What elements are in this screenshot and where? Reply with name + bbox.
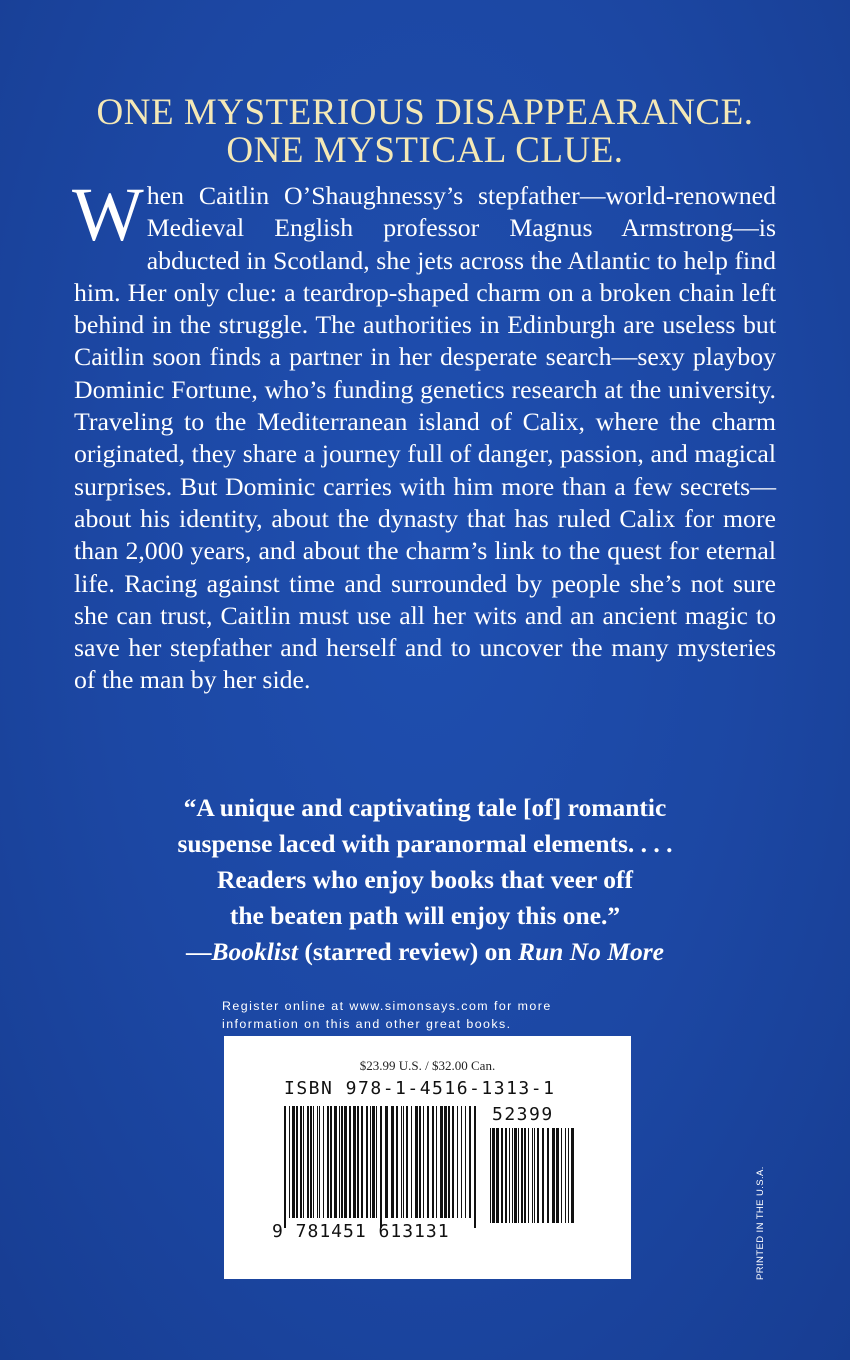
review-book-title: Run No More [517, 937, 664, 966]
barcode-panel [224, 1036, 631, 1279]
barcode-bar [532, 1128, 533, 1223]
barcode-bar [353, 1106, 356, 1218]
barcode-bar [415, 1106, 418, 1218]
barcode-bar [469, 1106, 471, 1218]
printed-in-label: PRINTED IN THE U.S.A. [755, 1166, 766, 1280]
barcode-bar [330, 1106, 332, 1218]
barcode-bar [341, 1106, 343, 1218]
barcode-bar [436, 1106, 437, 1218]
barcode-bar [303, 1106, 304, 1218]
barcode-bar [524, 1128, 526, 1223]
barcode-bar [292, 1106, 295, 1218]
barcode-bar [317, 1106, 318, 1218]
barcode-bar [403, 1106, 404, 1218]
barcode-bar [465, 1106, 466, 1218]
barcode-bar [376, 1106, 377, 1218]
barcode-bar [361, 1106, 363, 1218]
barcode-bar [357, 1106, 359, 1218]
headline-line-1: ONE MYSTERIOUS DISAPPEARANCE. [96, 92, 754, 133]
barcode-bar [492, 1128, 495, 1223]
barcode-bar [474, 1106, 476, 1228]
barcode-bar [490, 1128, 491, 1223]
barcode-bar [323, 1106, 324, 1218]
barcode-bar [501, 1128, 503, 1223]
barcode-bar [406, 1106, 408, 1218]
barcode-bar [396, 1106, 398, 1218]
barcode-bar [380, 1106, 382, 1228]
attribution-dash: — [186, 937, 212, 966]
barcode-bar [411, 1106, 412, 1218]
barcode-bar [457, 1106, 458, 1218]
barcode-bar [537, 1128, 539, 1223]
headline [0, 94, 850, 170]
review-line-3: Readers who enjoy books that veer off [217, 865, 633, 894]
barcode-bar [432, 1106, 434, 1218]
synopsis [72, 173, 776, 697]
barcode-bar [427, 1106, 429, 1218]
isbn-label: ISBN 978-1-4516-1313-1 [284, 1078, 556, 1099]
addon-barcode [490, 1128, 576, 1223]
barcode-bar [334, 1106, 337, 1218]
barcode-bar [518, 1128, 519, 1223]
barcode-bar [339, 1106, 340, 1218]
register-note [222, 997, 642, 1033]
synopsis-text: hen Caitlin O’Shaughnessy’s stepfather—world-renowned Medieval English professor Magnus Armstrong—is abducted in Scotland, she jets across the Atlantic to help find him. Her only clue: a teardrop-shaped charm on a broken chain left behind in the struggle. The authorities in Edinburgh are useless but Caitlin soon finds a partner in her desperate search—sexy playboy Dominic Fortune, who’s funding genetics research at the university. Traveling to the Mediterranean island of Calix, where the charm originated, they share a journey full of danger, passion, and magical surprises. But Dominic carries with him more than a few secrets—about his identity, about the dynasty that has ruled Calix for more than 2,000 years, and about the charm’s link to the quest for eternal life. Racing against time and surrounded by people she’s not sure she can trust, Caitlin must use all her wits and an ancient magic to save her stepfather and herself and to uncover the many mysteries of the man by her side. [74, 181, 776, 695]
barcode-bar [448, 1106, 450, 1218]
barcode-bar [370, 1106, 371, 1218]
review-line-2: suspense laced with paranormal elements. . . . [177, 829, 673, 858]
barcode-bar [307, 1106, 309, 1218]
barcode-bar [444, 1106, 447, 1218]
barcode-bar [514, 1128, 517, 1223]
ean-number: 9 781451 613131 [272, 1221, 450, 1242]
barcode-bar [319, 1106, 320, 1218]
barcode-bar [327, 1106, 329, 1218]
drop-cap: W [72, 173, 144, 257]
review-source: Booklist [211, 937, 298, 966]
review-source-note: (starred review) on [297, 937, 518, 966]
barcode-bar [534, 1128, 535, 1223]
barcode-bar [391, 1106, 394, 1218]
barcode-bar [300, 1106, 302, 1218]
register-line-1: Register online at www.simonsays.com for more [222, 999, 552, 1013]
barcode-bar [284, 1106, 286, 1228]
barcode-bar [496, 1128, 499, 1223]
barcode-bar [423, 1106, 424, 1218]
barcode-bar [568, 1128, 569, 1223]
addon-number: 52399 [492, 1104, 554, 1125]
barcode-bar [552, 1128, 555, 1223]
review-attribution [0, 934, 850, 970]
barcode-bar [349, 1106, 351, 1218]
barcode-bar [366, 1106, 368, 1218]
barcode-bar [440, 1106, 443, 1218]
barcode-bar [372, 1106, 375, 1218]
barcode-bar [401, 1106, 402, 1218]
barcode-bar [571, 1128, 574, 1223]
barcode-bar [505, 1128, 507, 1223]
barcode-bar [313, 1106, 314, 1218]
barcode-bar [385, 1106, 388, 1218]
register-line-2: information on this and other great books. [222, 1017, 512, 1031]
barcode-bar [561, 1128, 562, 1223]
barcode-bar [521, 1128, 523, 1223]
barcode-bar [289, 1106, 290, 1218]
barcode-bar [528, 1128, 529, 1223]
barcode-bar [296, 1106, 298, 1218]
barcode-bar [556, 1128, 559, 1223]
barcode-bar [547, 1128, 549, 1223]
review-quote [0, 790, 850, 970]
ean-barcode [284, 1106, 480, 1231]
barcode-bar [565, 1128, 566, 1223]
price-label: $23.99 U.S. / $32.00 Can. [359, 1058, 496, 1073]
review-line-4: the beaten path will enjoy this one.” [229, 901, 621, 930]
barcode-bar [310, 1106, 312, 1218]
barcode-bar [452, 1106, 454, 1218]
barcode-bar [419, 1106, 421, 1218]
barcode-bar [512, 1128, 513, 1223]
barcode-bar [461, 1106, 462, 1218]
barcode-bar [509, 1128, 510, 1223]
headline-line-2: ONE MYSTICAL CLUE. [226, 130, 624, 171]
review-line-1: “A unique and captivating tale [of] romantic [183, 793, 667, 822]
barcode-bar [344, 1106, 347, 1218]
barcode-bar [542, 1128, 544, 1223]
